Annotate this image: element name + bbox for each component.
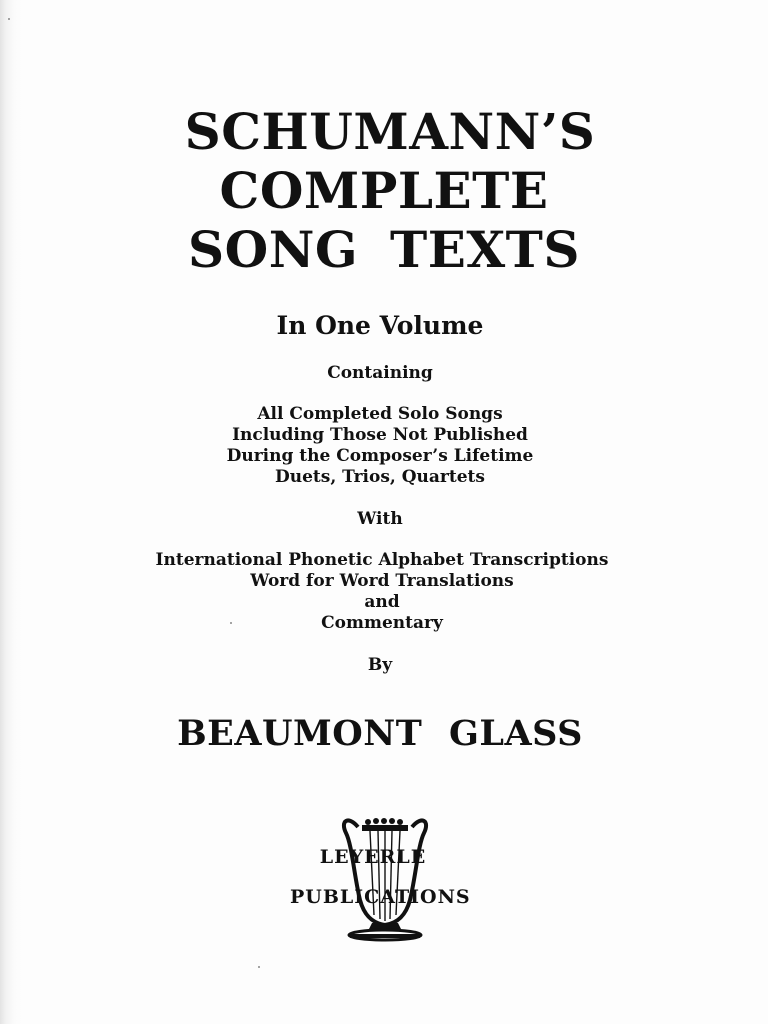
contents-item: Duets, Trios, Quartets bbox=[275, 467, 485, 487]
features-item: International Phonetic Alphabet Transcriptions bbox=[155, 550, 609, 570]
title-line-1: SCHUMANN’S bbox=[184, 102, 596, 161]
features-item: Word for Word Translations bbox=[250, 571, 514, 591]
lyre-icon bbox=[280, 815, 490, 945]
publisher-line-2: PUBLICATIONS bbox=[290, 886, 471, 908]
features-item: and bbox=[364, 592, 400, 612]
title-line-2: COMPLETE bbox=[219, 161, 549, 220]
subtitle: In One Volume bbox=[276, 311, 484, 340]
with-label: With bbox=[357, 509, 403, 529]
features-list bbox=[0, 550, 764, 634]
containing-label: Containing bbox=[327, 363, 433, 383]
features-item: Commentary bbox=[321, 613, 443, 633]
contents-item: All Completed Solo Songs bbox=[257, 404, 503, 424]
contents-item: During the Composer’s Lifetime bbox=[226, 446, 534, 466]
scan-speck bbox=[230, 622, 232, 624]
author-name: BEAUMONT GLASS bbox=[177, 713, 583, 754]
publisher-line-1: LEYERLE bbox=[319, 846, 427, 868]
scan-speck bbox=[258, 966, 260, 968]
contents-list bbox=[0, 404, 760, 488]
contents-item: Including Those Not Published bbox=[232, 425, 528, 445]
title-line-3: SONG TEXTS bbox=[188, 220, 580, 279]
scan-speck bbox=[8, 18, 10, 20]
by-label: By bbox=[367, 655, 393, 675]
